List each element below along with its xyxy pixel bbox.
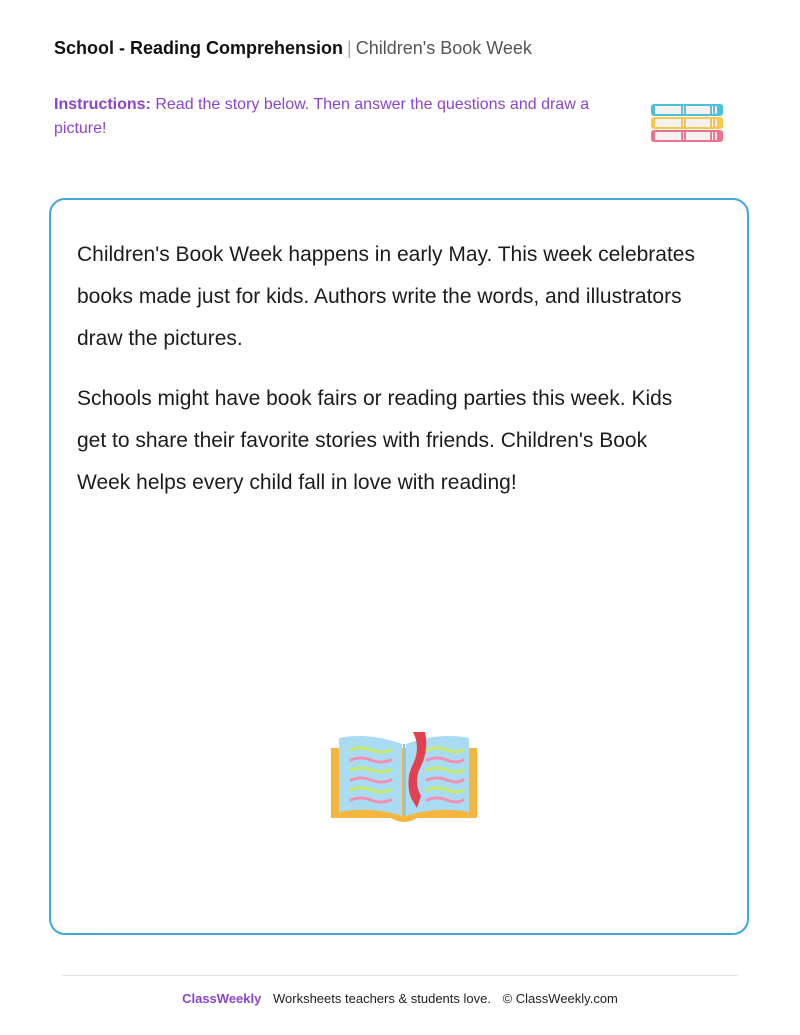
story-box <box>49 198 749 935</box>
footer-brand: ClassWeekly <box>182 991 262 1006</box>
stacked-books-icon <box>648 96 728 148</box>
open-book-icon <box>329 730 479 830</box>
footer-copyright: © ClassWeekly.com <box>502 991 618 1006</box>
instructions-label: Instructions: <box>54 96 151 113</box>
subject-title: School - Reading Comprehension <box>54 38 344 58</box>
instructions <box>54 93 614 141</box>
story-paragraph-1: Children's Book Week happens in early May. This week celebrates books made just for kids. Authors write the words, and illustrators draw the pictures. <box>77 243 695 350</box>
footer <box>0 990 800 1008</box>
instructions-text: Read the story below. Then answer the questions and draw a picture! <box>54 96 590 137</box>
worksheet-header <box>54 36 532 60</box>
footer-divider <box>62 975 738 976</box>
story-text <box>77 234 697 522</box>
topic-title: Children's Book Week <box>355 38 532 58</box>
header-separator: | <box>347 38 352 58</box>
footer-tagline: Worksheets teachers & students love. <box>272 991 491 1006</box>
story-paragraph-2: Schools might have book fairs or reading parties this week. Kids get to share their favorite stories with friends. Children's Book Week helps every child fall in love with reading! <box>77 387 673 494</box>
